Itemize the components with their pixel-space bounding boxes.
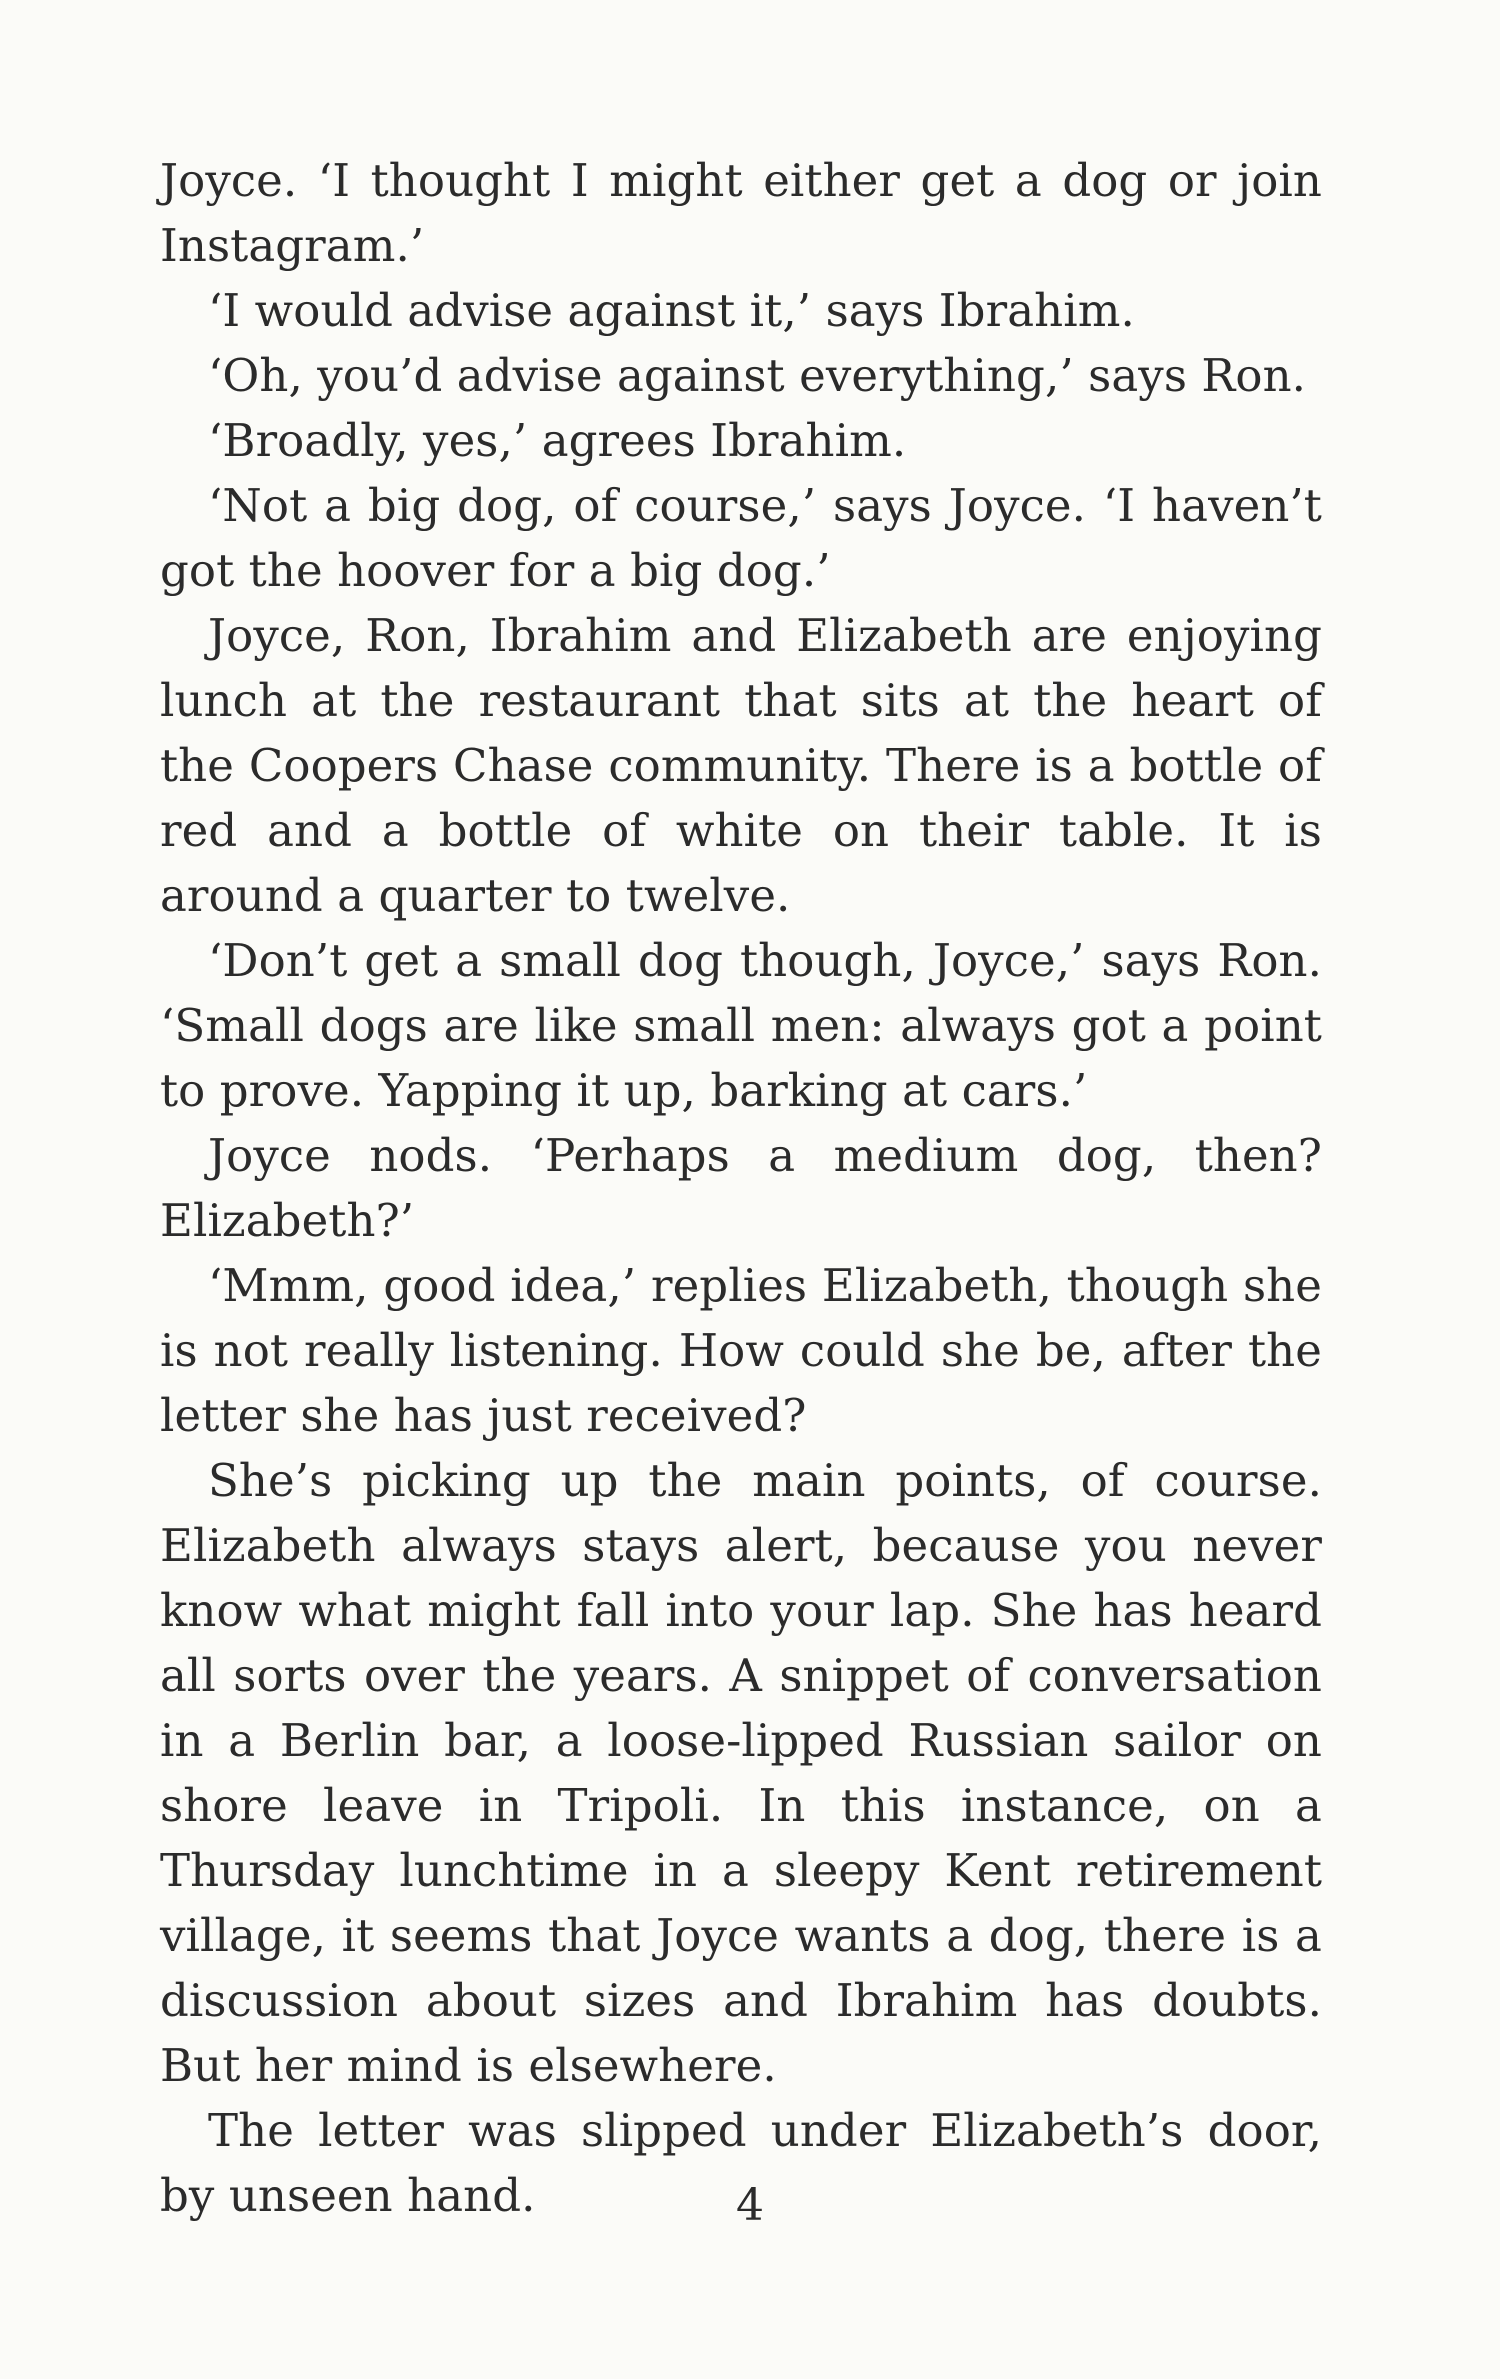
paragraph-7: ‘Don’t get a small dog though, Joyce,’ says Ron. ‘Small dogs are like small men: always got a point to prove. Yapping it up, barking at cars.’ [160, 934, 1322, 1117]
body-text [160, 148, 1322, 2228]
paragraph-1: Joyce. ‘I thought I might either get a dog or join Instagram.’ [160, 154, 1322, 272]
paragraph-5: ‘Not a big dog, of course,’ says Joyce. ‘I haven’t got the hoover for a big dog.’ [160, 479, 1322, 597]
paragraph-3: ‘Oh, you’d advise against everything,’ says Ron. [208, 349, 1307, 402]
paragraph-11: The letter was slipped under Elizabeth’s door, by unseen hand. [160, 2104, 1322, 2222]
paragraph-2: ‘I would advise against it,’ says Ibrahim. [208, 284, 1135, 337]
paragraph-8: Joyce nods. ‘Perhaps a medium dog, then? Elizabeth?’ [160, 1129, 1322, 1247]
paragraph-10: She’s picking up the main points, of course. Elizabeth always stays alert, because you never know what might fall into your lap. She has heard all sorts over the years. A snippet of conversation in a Berlin bar, a loose-lipped Russian sailor on shore leave in Tripoli. In this instance, on a Thursday lunchtime in a sleepy Kent retirement village, it seems that Joyce wants a dog, there is a discussion about sizes and Ibrahim has doubts. But her mind is elsewhere. [160, 1454, 1322, 2092]
page-number: 4 [736, 2180, 764, 2231]
paragraph-4: ‘Broadly, yes,’ agrees Ibrahim. [208, 414, 907, 467]
paragraph-9: ‘Mmm, good idea,’ replies Elizabeth, though she is not really listening. How could she be, after the letter she has just received? [160, 1259, 1322, 1442]
paragraph-6: Joyce, Ron, Ibrahim and Elizabeth are enjoying lunch at the restaurant that sits at the heart of the Coopers Chase community. There is a bottle of red and a bottle of white on their table. It is around a quarter to twelve. [160, 609, 1322, 922]
